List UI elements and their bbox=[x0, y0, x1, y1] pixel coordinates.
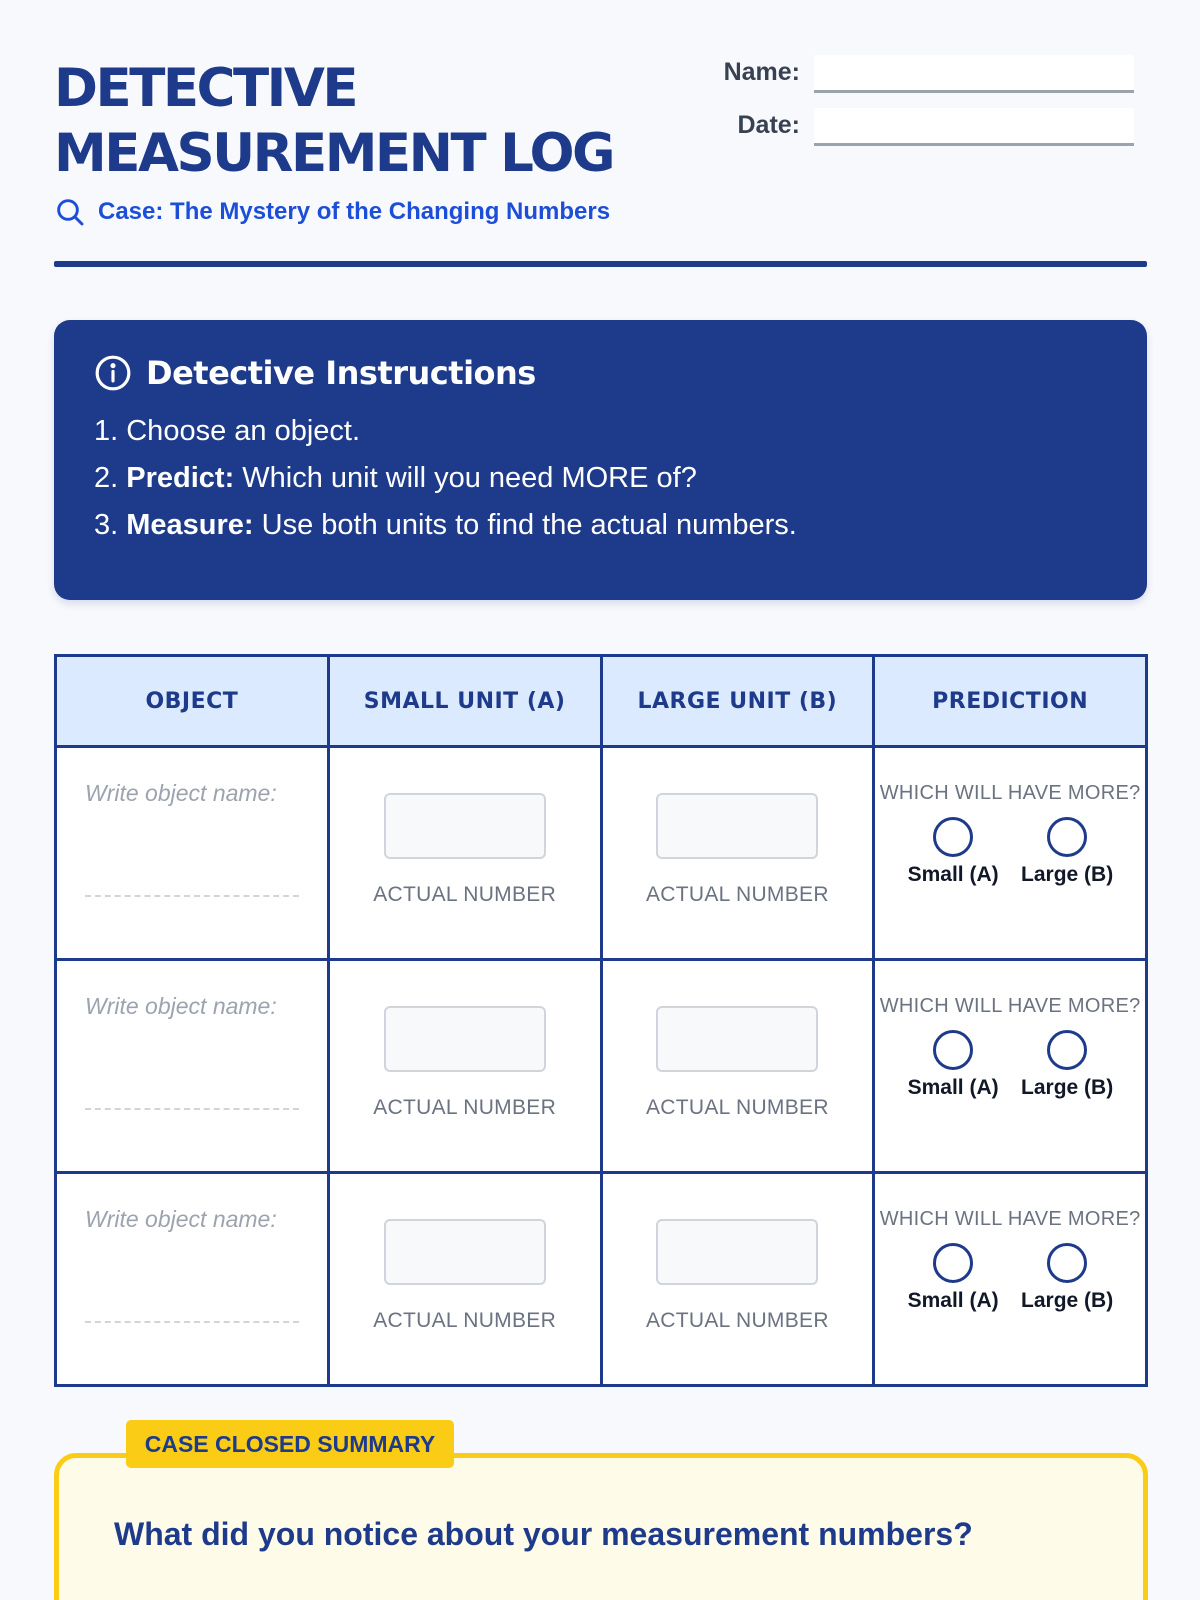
object-name-line bbox=[85, 895, 299, 897]
large-unit-caption: ACTUAL NUMBER bbox=[645, 1309, 829, 1332]
large-unit-input[interactable] bbox=[656, 1006, 818, 1072]
column-header-small-unit: SMALL UNIT (A) bbox=[328, 656, 601, 747]
object-name-label: Write object name: bbox=[85, 993, 277, 1019]
instruction-step-3: 3. Measure: Use both units to find the actual numbers. bbox=[94, 509, 797, 541]
object-cell[interactable] bbox=[56, 747, 329, 960]
prediction-option-small bbox=[907, 1030, 999, 1100]
name-field-row bbox=[680, 55, 1134, 93]
small-unit-input[interactable] bbox=[384, 793, 546, 859]
large-unit-cell bbox=[601, 960, 874, 1173]
column-header-large-unit: LARGE UNIT (B) bbox=[601, 656, 874, 747]
radio-large[interactable] bbox=[1047, 1030, 1087, 1070]
prediction-option-small bbox=[907, 817, 999, 887]
small-unit-cell bbox=[328, 747, 601, 960]
prediction-options bbox=[875, 1243, 1145, 1313]
radio-large[interactable] bbox=[1047, 1243, 1087, 1283]
radio-small[interactable] bbox=[933, 1243, 973, 1283]
instruction-step-1: 1. Choose an object. bbox=[94, 415, 361, 447]
large-unit-caption: ACTUAL NUMBER bbox=[645, 883, 829, 906]
prediction-options bbox=[875, 817, 1145, 887]
option-label-large: Large (B) bbox=[1021, 863, 1114, 886]
prediction-option-large bbox=[1021, 817, 1113, 887]
page-title-line-1: DETECTIVE bbox=[54, 58, 357, 119]
option-label-large: Large (B) bbox=[1021, 1289, 1114, 1312]
info-icon bbox=[94, 354, 132, 392]
small-unit-cell bbox=[328, 960, 601, 1173]
object-name-line bbox=[85, 1321, 299, 1323]
radio-small[interactable] bbox=[933, 817, 973, 857]
instructions-panel bbox=[54, 320, 1147, 600]
object-cell[interactable] bbox=[56, 960, 329, 1173]
name-input[interactable] bbox=[814, 55, 1134, 93]
name-label: Name: bbox=[723, 58, 800, 86]
prediction-cell bbox=[874, 1173, 1147, 1386]
summary-question: What did you notice about your measurement numbers? bbox=[114, 1516, 973, 1552]
page-title-line-2: MEASUREMENT LOG bbox=[54, 123, 614, 184]
measurement-table bbox=[54, 654, 1148, 1387]
table-row bbox=[56, 747, 1147, 960]
object-name-label: Write object name: bbox=[85, 780, 277, 806]
object-name-line bbox=[85, 1108, 299, 1110]
case-text: Case: The Mystery of the Changing Numbers bbox=[98, 198, 611, 225]
date-input[interactable] bbox=[814, 108, 1134, 146]
option-label-small: Small (A) bbox=[907, 863, 999, 886]
instructions-title: Detective Instructions bbox=[146, 354, 536, 392]
prediction-cell bbox=[874, 747, 1147, 960]
date-field-row bbox=[680, 108, 1134, 146]
object-name-label: Write object name: bbox=[85, 1206, 277, 1232]
prediction-cell bbox=[874, 960, 1147, 1173]
table-row bbox=[56, 1173, 1147, 1386]
small-unit-caption: ACTUAL NUMBER bbox=[373, 1309, 557, 1332]
small-unit-caption: ACTUAL NUMBER bbox=[373, 1096, 557, 1119]
magnifier-icon bbox=[54, 196, 86, 228]
prediction-question: WHICH WILL HAVE MORE? bbox=[879, 782, 1141, 804]
column-header-prediction: PREDICTION bbox=[874, 656, 1147, 747]
prediction-question: WHICH WILL HAVE MORE? bbox=[879, 1208, 1141, 1230]
case-subtitle bbox=[54, 196, 610, 228]
small-unit-input[interactable] bbox=[384, 1219, 546, 1285]
prediction-option-large bbox=[1021, 1030, 1113, 1100]
prediction-options bbox=[875, 1030, 1145, 1100]
radio-small[interactable] bbox=[933, 1030, 973, 1070]
small-unit-input[interactable] bbox=[384, 1006, 546, 1072]
table-row bbox=[56, 960, 1147, 1173]
column-header-object: OBJECT bbox=[56, 656, 329, 747]
large-unit-caption: ACTUAL NUMBER bbox=[645, 1096, 829, 1119]
option-label-small: Small (A) bbox=[907, 1076, 999, 1099]
prediction-option-small bbox=[907, 1243, 999, 1313]
instruction-step-3-keyword: Measure: bbox=[126, 509, 254, 541]
radio-large[interactable] bbox=[1047, 817, 1087, 857]
small-unit-caption: ACTUAL NUMBER bbox=[373, 883, 557, 906]
table-header-row bbox=[56, 656, 1147, 747]
large-unit-cell bbox=[601, 747, 874, 960]
date-label: Date: bbox=[737, 111, 800, 139]
header-divider bbox=[54, 261, 1147, 267]
object-cell[interactable] bbox=[56, 1173, 329, 1386]
large-unit-cell bbox=[601, 1173, 874, 1386]
prediction-question: WHICH WILL HAVE MORE? bbox=[879, 995, 1141, 1017]
instructions-list bbox=[94, 408, 1107, 549]
large-unit-input[interactable] bbox=[656, 793, 818, 859]
instruction-step-2: 2. Predict: Which unit will you need MORE of? bbox=[94, 462, 697, 494]
instructions-header bbox=[94, 354, 1107, 392]
page-title bbox=[54, 56, 694, 186]
option-label-large: Large (B) bbox=[1021, 1076, 1114, 1099]
prediction-option-large bbox=[1021, 1243, 1113, 1313]
small-unit-cell bbox=[328, 1173, 601, 1386]
option-label-small: Small (A) bbox=[907, 1289, 999, 1312]
large-unit-input[interactable] bbox=[656, 1219, 818, 1285]
instruction-step-2-keyword: Predict: bbox=[126, 462, 235, 494]
summary-tab: CASE CLOSED SUMMARY bbox=[126, 1420, 454, 1468]
